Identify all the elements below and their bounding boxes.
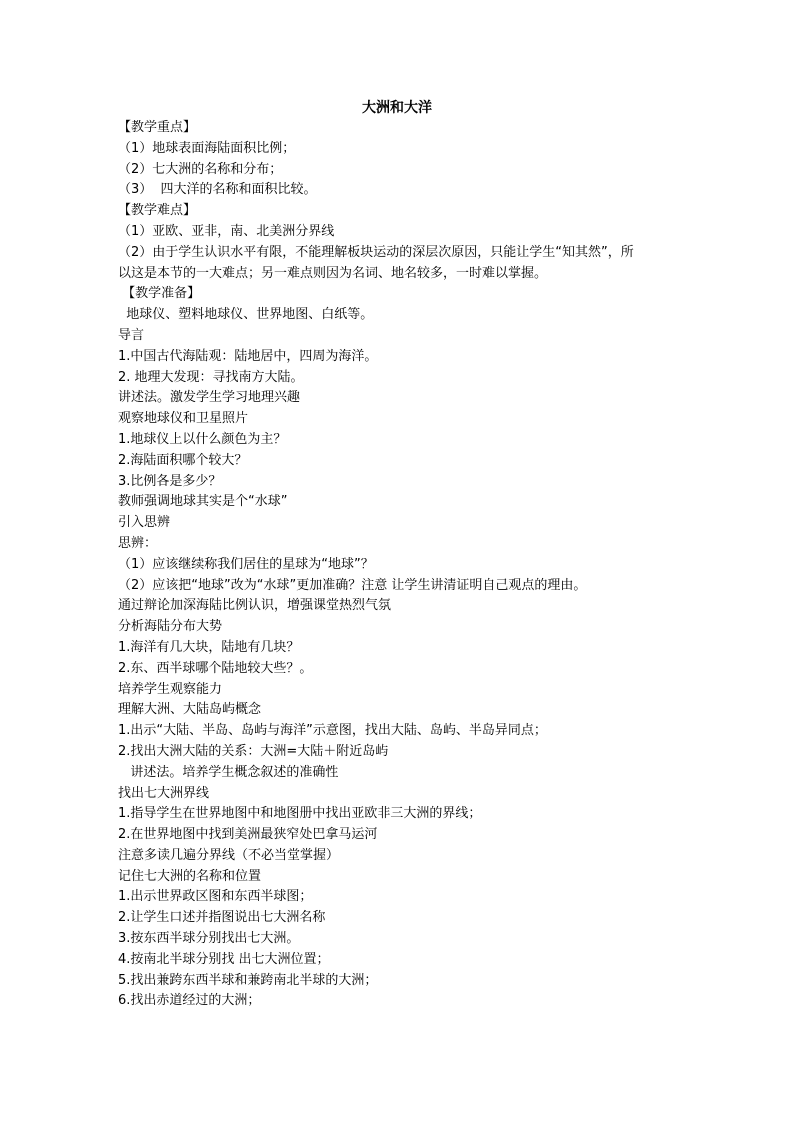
preparation-items: 地球仪、塑料地球仪、世界地图、白纸等。 xyxy=(118,307,374,323)
document-title: 大洲和大洋 xyxy=(362,100,432,116)
paragraph-line: 分析海陆分布大势 xyxy=(118,619,223,635)
paragraph-line: 5.找出兼跨东西半球和兼跨南北半球的大洲； xyxy=(118,972,378,988)
difficulty-2-line-1: （2）由于学生认识水平有限，不能理解板块运动的深层次原因，只能让学生“知其然”，所 xyxy=(118,244,634,260)
paragraph-line: 2. 地理大发现：寻找南方大陆。 xyxy=(118,369,304,385)
key-point-2: （2）七大洲的名称和分布； xyxy=(118,161,283,177)
paragraph-line: 2.让学生口述并指图说出七大洲名称 xyxy=(118,910,326,926)
paragraph-line: 1.出示“大陆、半岛、岛屿与海洋”示意图，找出大陆、岛屿、半岛异同点； xyxy=(118,723,547,739)
section-heading-difficulties: 【教学难点】 xyxy=(118,203,197,219)
key-point-1: （1）地球表面海陆面积比例； xyxy=(118,140,296,156)
section-heading-preparation: 【教学准备】 xyxy=(118,286,201,302)
paragraph-line: 1.指导学生在世界地图中和地图册中找出亚欧非三大洲的界线； xyxy=(118,806,482,822)
difficulty-1: （1）亚欧、亚非，南、北美洲分界线 xyxy=(118,223,335,239)
paragraph-line: 思辨： xyxy=(118,535,158,551)
paragraph-line: 2.海陆面积哪个较大？ xyxy=(118,452,248,468)
paragraph-line: 6.找出赤道经过的大洲； xyxy=(118,993,261,1009)
paragraph-line: 教师强调地球其实是个“水球” xyxy=(118,494,288,510)
paragraph-line: 2.找出大洲大陆的关系：大洲=大陆＋附近岛屿 xyxy=(118,743,389,759)
paragraph-line: 1.中国古代海陆观：陆地居中，四周为海洋。 xyxy=(118,348,378,364)
paragraph-line: 找出七大洲界线 xyxy=(118,785,210,801)
paragraph-line: 4.按南北半球分别找 出七大洲位置； xyxy=(118,951,330,967)
key-point-3: （3） 四大洋的名称和面积比较。 xyxy=(118,182,317,198)
paragraph-line: 观察地球仪和卫星照片 xyxy=(118,411,249,427)
paragraph-line: 导言 xyxy=(118,327,145,343)
paragraph-line: 2.在世界地图中找到美洲最狭窄处巴拿马运河 xyxy=(118,827,378,843)
paragraph-line: 1.出示世界政区图和东西半球图； xyxy=(118,889,313,905)
document-body xyxy=(118,118,680,1012)
paragraph-line: 3.按东西半球分别找出七大洲。 xyxy=(118,931,300,947)
paragraph-line: 培养学生观察能力 xyxy=(118,681,223,697)
paragraph-line: 1.海洋有几大块，陆地有几块？ xyxy=(118,639,300,655)
section-heading-key-points: 【教学重点】 xyxy=(118,120,197,135)
paragraph-line: 理解大洲、大陆岛屿概念 xyxy=(118,702,262,718)
paragraph-line: 讲述法。培养学生概念叙述的准确性 xyxy=(118,764,339,780)
paragraph-line: 1.地球仪上以什么颜色为主？ xyxy=(118,431,287,447)
paragraph-line: 通过辩论加深海陆比例认识，增强课堂热烈气氛 xyxy=(118,598,392,614)
paragraph-line: （2）应该把“地球”改为“水球”更加准确？注意 让学生讲清证明自己观点的理由。 xyxy=(118,577,587,593)
paragraph-line: 2.东、西半球哪个陆地较大些？。 xyxy=(118,660,313,676)
paragraph-line: （1）应该继续称我们居住的星球为“地球”？ xyxy=(118,556,374,572)
difficulty-2-line-2: 以这是本节的一大难点；另一难点则因为名词、地名较多，一时难以掌握。 xyxy=(118,265,548,281)
paragraph-line: 注意多读几遍分界线（不必当堂掌握） xyxy=(118,847,340,863)
paragraph-line: 引入思辨 xyxy=(118,515,171,531)
paragraph-line: 记住七大洲的名称和位置 xyxy=(118,868,262,884)
paragraph-line: 3.比例各是多少？ xyxy=(118,473,222,489)
paragraph-line: 讲述法。激发学生学习地理兴趣 xyxy=(118,390,301,406)
